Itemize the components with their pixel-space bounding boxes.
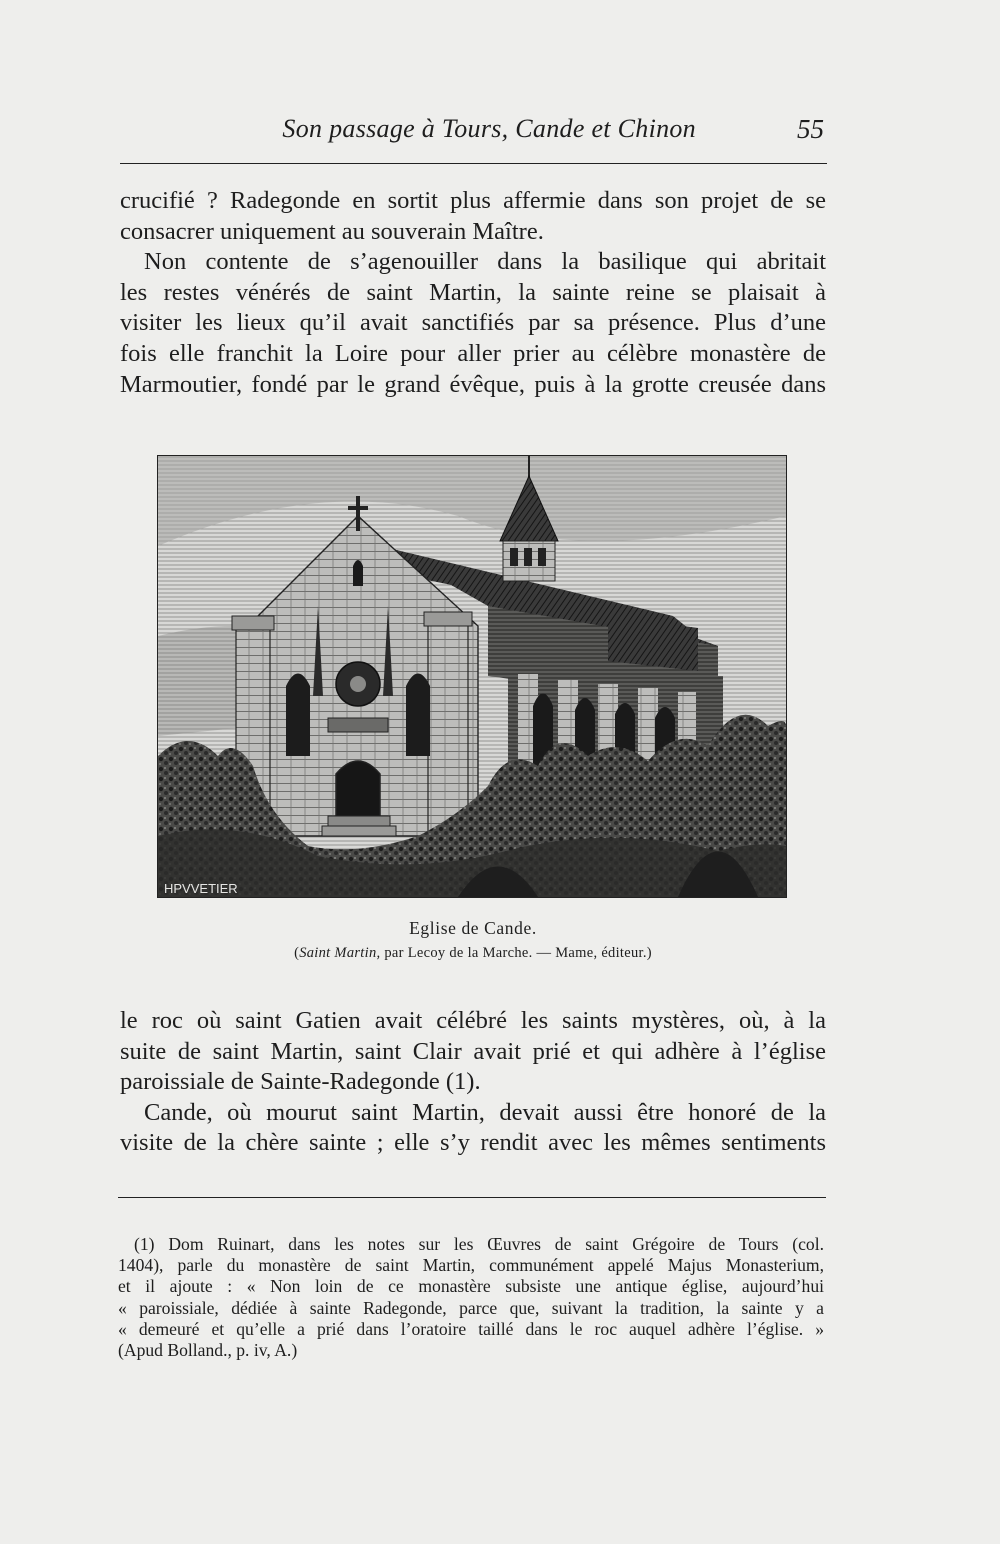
paragraph (120, 247, 826, 400)
footnote-rule (118, 1197, 826, 1198)
text-line: Non contente de s’agenouiller dans la basilique qui abritait (144, 248, 826, 276)
figure-caption-title: Eglise de Cande. (409, 918, 537, 938)
footnote (118, 1234, 824, 1361)
paragraph (120, 1006, 826, 1098)
paragraph (120, 186, 826, 247)
text-line: suite de saint Martin, saint Clair avait prié et qui adhère à l’église (120, 1037, 826, 1065)
running-head (120, 114, 826, 150)
text-line: visiter les lieux qu’il avait sanctifiés par sa présence. Plus d’une (120, 309, 826, 337)
body-text-bottom (120, 1006, 826, 1159)
running-title: Son passage à Tours, Cande et Chinon (282, 114, 696, 143)
header-rule (120, 163, 827, 164)
church-engraving-illustration (158, 456, 786, 897)
footnote-line: « demeuré et qu’elle a prié dans l’oratoire taillé dans le roc auquel adhère l’église. » (118, 1318, 824, 1339)
footnote-line: (Apud Bolland., p. iv, A.) (118, 1340, 298, 1361)
engraving-church-of-cande (157, 455, 787, 898)
text-line: Cande, où mourut saint Martin, devait aussi être honoré de la (144, 1098, 826, 1126)
engraver-signature: HPVVETIER (164, 881, 238, 896)
text-line: Marmoutier, fondé par le grand évêque, puis à la grotte creusée dans (120, 370, 826, 398)
page-number: 55 (797, 114, 824, 144)
body-text-top (120, 186, 826, 400)
text-line: les restes vénérés de saint Martin, la sainte reine se plaisait à (120, 278, 826, 306)
footnote-line: (1) Dom Ruinart, dans les notes sur les Œuvres de saint Grégoire de Tours (col. (134, 1234, 824, 1254)
figure-caption-credit (120, 945, 826, 962)
text-line: fois elle franchit la Loire pour aller prier au célèbre monastère de (120, 339, 826, 367)
text-line: le roc où saint Gatien avait célébré les saints mystères, où, à la (120, 1007, 826, 1034)
text-line: paroissiale de Sainte-Radegonde (1). (120, 1068, 481, 1096)
footnote-line: « paroissiale, dédiée à sainte Radegonde, parce que, suivant la tradition, la sainte y a (118, 1297, 824, 1318)
text-line: consacrer uniquement au souverain Maître. (120, 217, 544, 245)
text-line: crucifié ? Radegonde en sortit plus affermie dans son projet de se (120, 187, 826, 214)
credit-open-paren: ( (294, 945, 300, 961)
text-line: visite de la chère sainte ; elle s’y rendit avec les mêmes sentiments (120, 1129, 826, 1157)
credit-publisher: par Lecoy de la Marche. — Mame, éditeur.) (380, 945, 652, 961)
footnote-line: et il ajoute : « Non loin de ce monastère subsiste une antique église, aujourd’hui (118, 1276, 824, 1297)
credit-book-title: Saint Martin, (299, 945, 381, 961)
footnote-line: 1404), parle du monastère de saint Martin, communément appelé Majus Monasterium, (118, 1255, 824, 1276)
paragraph (120, 1098, 826, 1159)
